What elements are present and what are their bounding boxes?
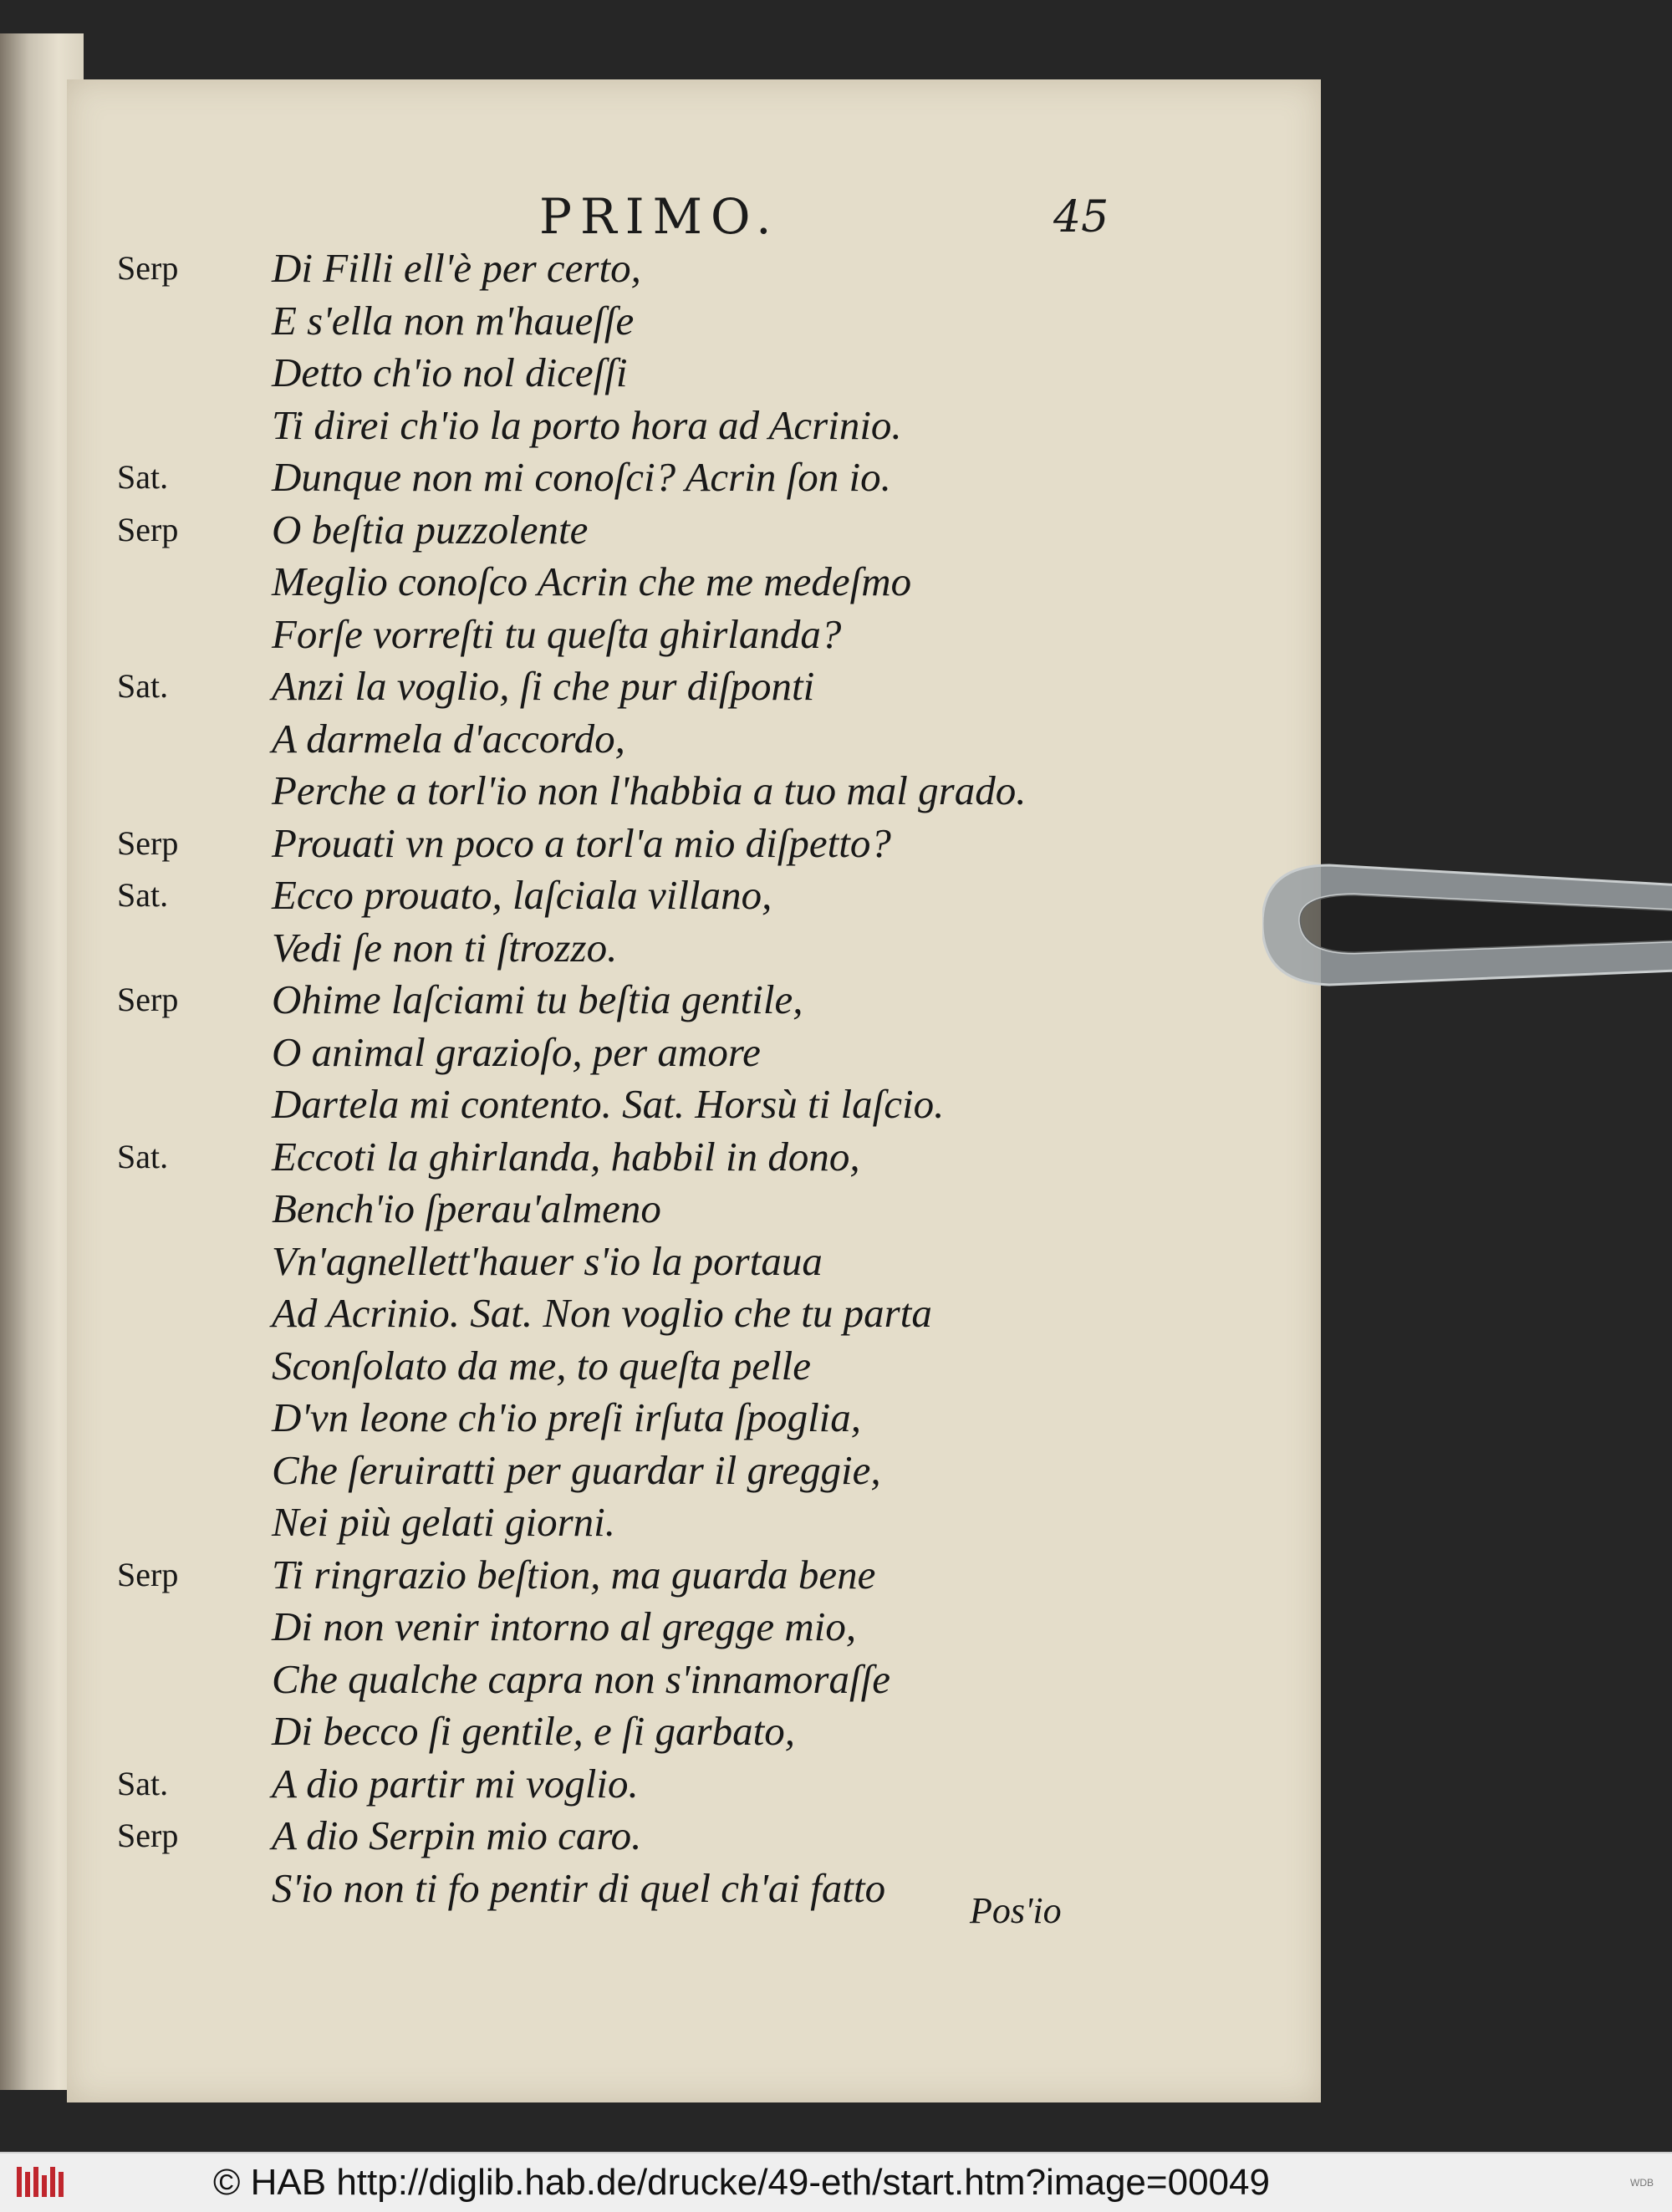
verse-line	[117, 713, 1271, 766]
verse-text: O beſtia puzzolente	[272, 506, 589, 553]
verse-text: Nei più gelati giorni.	[272, 1499, 616, 1545]
verse-line	[117, 1183, 1271, 1236]
verse-line	[117, 347, 1271, 400]
verse-text: Eccoti la ghirlanda, habbil in dono,	[272, 1133, 860, 1180]
speaker-label: Sat.	[117, 1137, 169, 1175]
verse-text: Bench'io ſperau'almeno	[272, 1185, 661, 1231]
verse-line	[117, 765, 1271, 818]
speaker-label: Serp	[117, 823, 179, 862]
speaker-label: Serp	[117, 1555, 179, 1593]
page-number: 45	[1053, 192, 1109, 242]
verse-line	[117, 556, 1271, 609]
verse-line	[117, 1496, 1271, 1549]
verse-line	[117, 1863, 1271, 1915]
verse-text: Prouati vn poco a torl'a mio diſpetto?	[272, 819, 891, 866]
verse-line	[117, 1601, 1271, 1654]
catchword: Pos'io	[970, 1890, 1062, 1931]
verse-line	[117, 1758, 1271, 1811]
page-clip	[1262, 861, 1672, 986]
verse-text: A dio Serpin mio caro.	[272, 1812, 642, 1858]
copyright-url: © HAB http://diglib.hab.de/drucke/49-eth/start.htm?image=00049	[213, 2162, 1270, 2203]
book-page	[67, 79, 1321, 2102]
verse-text: Ecco prouato, laſciala villano,	[272, 872, 772, 918]
verse-line	[117, 1340, 1271, 1393]
verse-text: Detto ch'io nol diceſſi	[272, 349, 628, 395]
verse-line	[117, 1287, 1271, 1340]
verse-text: S'io non ti fo pentir di quel ch'ai fatto	[272, 1864, 886, 1911]
verse-line	[117, 451, 1271, 504]
verse-text: A darmela d'accordo,	[272, 715, 625, 762]
verse-text: Sconſolato da me, to queſta pelle	[272, 1342, 812, 1389]
verse-line	[117, 660, 1271, 713]
speaker-label: Serp	[117, 1817, 179, 1854]
verse-text: Che qualche capra non s'innamoraſſe	[272, 1655, 890, 1702]
running-title: PRIMO.	[539, 188, 780, 245]
dialogue-text	[117, 242, 1271, 1914]
verse-text: O animal grazioſo, per amore	[272, 1028, 761, 1075]
verse-line	[117, 1392, 1271, 1445]
verse-line	[117, 504, 1271, 557]
verse-line	[117, 1705, 1271, 1758]
verse-text: Anzi la voglio, ſi che pur diſponti	[272, 663, 815, 709]
verse-text: Ti direi ch'io la porto hora ad Acrinio.	[272, 401, 902, 448]
verse-text: Ad Acrinio. Sat. Non voglio che tu parta	[272, 1290, 932, 1336]
verse-line	[117, 1131, 1271, 1184]
verse-text: Dunque non mi conoſci? Acrin ſon io.	[272, 454, 891, 500]
verse-text: Dartela mi contento. Sat. Horsù ti laſcio.	[272, 1081, 945, 1127]
verse-line	[117, 242, 1271, 295]
speaker-label: Sat.	[117, 458, 169, 496]
verse-line	[117, 1236, 1271, 1288]
verse-line	[117, 1078, 1271, 1131]
speaker-label: Serp	[117, 981, 179, 1018]
verse-text: E s'ella non m'haueſſe	[272, 297, 635, 344]
verse-line	[117, 1810, 1271, 1863]
speaker-label: Sat.	[117, 876, 169, 914]
verse-text: D'vn leone ch'io preſi irſuta ſpoglia,	[272, 1394, 862, 1440]
footer-bar	[0, 2152, 1672, 2212]
verse-text: Vedi ſe non ti ſtrozzo.	[272, 924, 618, 971]
verse-line	[117, 1549, 1271, 1602]
verse-line	[117, 922, 1271, 975]
verse-line	[117, 295, 1271, 348]
verse-line	[117, 818, 1271, 870]
speaker-label: Sat.	[117, 667, 169, 705]
verse-line	[117, 609, 1271, 661]
verse-text: Perche a torl'io non l'habbia a tuo mal grado.	[272, 767, 1027, 813]
verse-text: Ti ringrazio beſtion, ma guarda bene	[272, 1551, 876, 1598]
speaker-label: Sat.	[117, 1764, 169, 1802]
verse-text: Che ſeruiratti per guardar il greggie,	[272, 1446, 881, 1493]
verse-text: Di Filli ell'è per certo,	[272, 245, 641, 291]
verse-line	[117, 1027, 1271, 1079]
verse-text: Di non venir intorno al gregge mio,	[272, 1603, 857, 1649]
hab-logo-icon	[15, 2164, 69, 2200]
verse-text: Vn'agnellett'hauer s'io la portaua	[272, 1237, 823, 1284]
speaker-label: Serp	[117, 249, 179, 287]
verse-text: Forſe vorreſti tu queſta ghirlanda?	[272, 610, 842, 657]
verse-line	[117, 1654, 1271, 1706]
footer-mark: WDB	[1630, 2177, 1654, 2189]
verse-line	[117, 974, 1271, 1027]
verse-text: Meglio conoſco Acrin che me medeſmo	[272, 558, 912, 604]
verse-line	[117, 1445, 1271, 1497]
verse-text: Di becco ſi gentile, e ſi garbato,	[272, 1708, 795, 1754]
verse-text: Ohime laſciami tu beſtia gentile,	[272, 976, 803, 1022]
speaker-label: Serp	[117, 510, 179, 548]
verse-text: A dio partir mi voglio.	[272, 1760, 639, 1807]
verse-line	[117, 869, 1271, 922]
verse-line	[117, 400, 1271, 452]
